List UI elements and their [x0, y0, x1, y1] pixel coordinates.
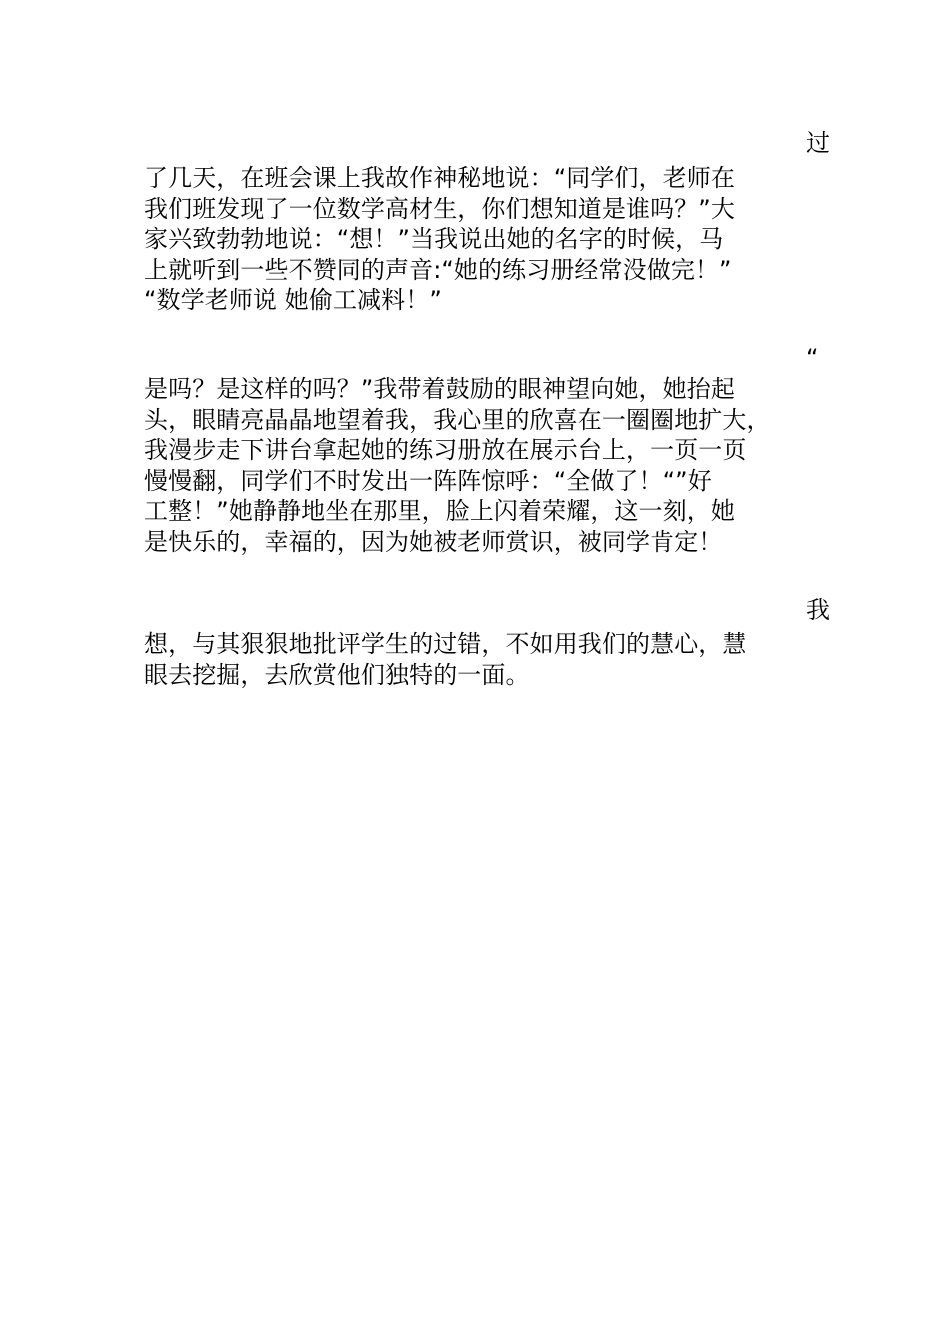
paragraph-1-lead-char: 过: [806, 129, 830, 157]
paragraph-1: [144, 163, 804, 316]
paragraph-2: [144, 374, 804, 557]
paragraph-1-line-4: 上就听到一些不赞同的声音:“她的练习册经常没做完！”: [144, 255, 732, 284]
paragraph-3-lead-char: 我: [806, 596, 830, 624]
paragraph-1-line-2: 我们班发现了一位数学高材生，你们想知道是谁吗？”大: [144, 194, 735, 223]
paragraph-2-line-5: 工整！”她静静地坐在那里，脸上闪着荣耀，这一刻，她: [144, 497, 735, 525]
paragraph-2-line-1: 是吗？是这样的吗？”我带着鼓励的眼神望向她，她抬起: [144, 375, 735, 403]
paragraph-3: [144, 629, 804, 690]
paragraph-2-line-3: 我漫步走下讲台拿起她的练习册放在展示台上，一页一页: [144, 436, 747, 464]
paragraph-2-line-2: 头，眼睛亮晶晶地望着我，我心里的欣喜在一圈圈地扩大，: [144, 405, 771, 434]
paragraph-2-line-4: 慢慢翻，同学们不时发出一阵阵惊呼：“全做了！“”好: [144, 466, 712, 495]
paragraph-3-line-1: 想，与其狠狠地批评学生的过错，不如用我们的慧心，慧: [144, 630, 747, 658]
paragraph-2-line-6: 是快乐的，幸福的，因为她被老师赏识，被同学肯定！: [144, 527, 723, 556]
paragraph-1-line-1: 了几天，在班会课上我故作神秘地说：“同学们，老师在: [144, 164, 735, 192]
paragraph-1-line-3: 家兴致勃勃地说：“想！”当我说出她的名字的时候，马: [144, 225, 724, 253]
paragraph-1-line-5: “数学老师说 她偷工减料！”: [144, 286, 442, 314]
paragraph-3-line-2: 眼去挖掘，去欣赏他们独特的一面。: [144, 660, 530, 689]
paragraph-2-lead-char: “: [806, 344, 819, 372]
